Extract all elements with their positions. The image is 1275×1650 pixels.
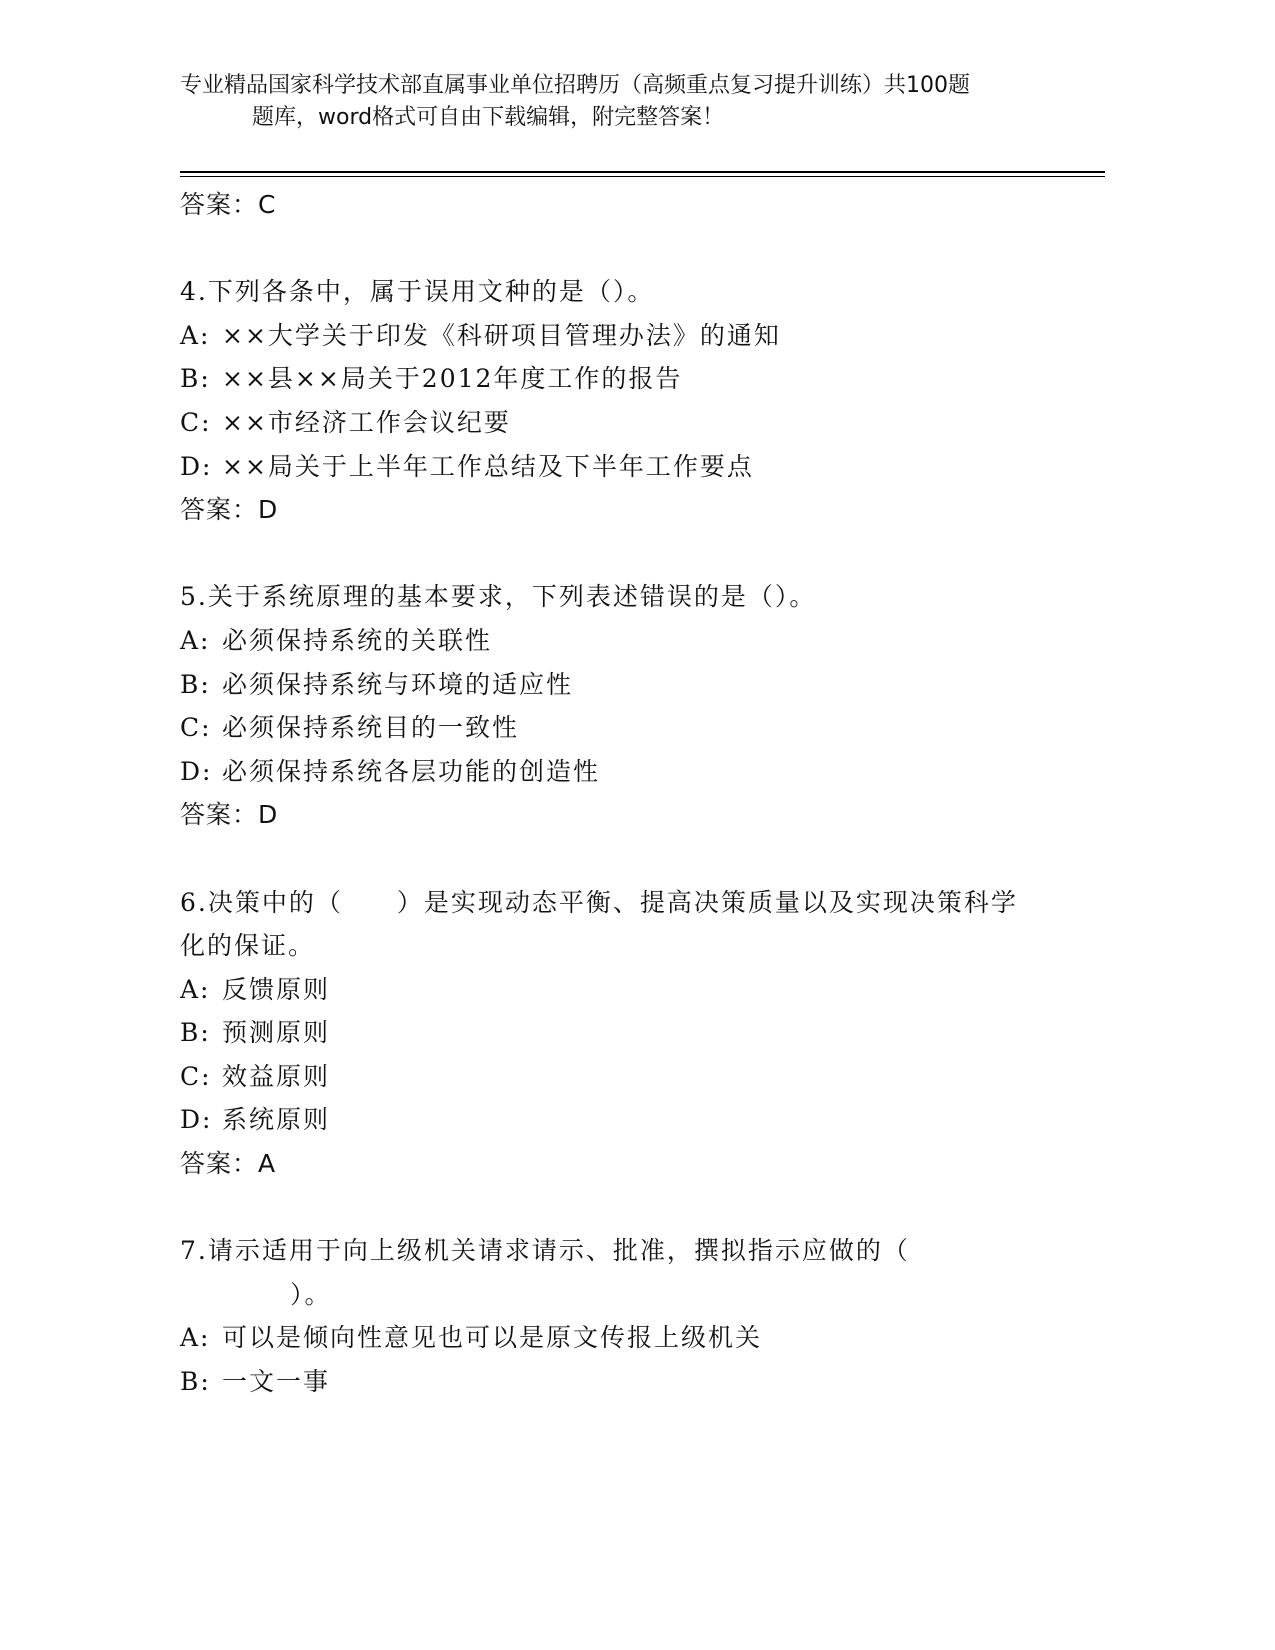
question-7 <box>180 1229 1080 1403</box>
option-b: B: 一文一事 <box>180 1367 331 1397</box>
option-c: C: 效益原则 <box>180 1061 331 1091</box>
question-6 <box>180 881 1080 1186</box>
header-rule-thick <box>180 171 1105 173</box>
header-rule-thin <box>180 176 1105 177</box>
option-c: C: 必须保持系统目的一致性 <box>180 713 520 743</box>
option-a: A: 反馈原则 <box>180 974 331 1004</box>
question-4 <box>180 270 1080 532</box>
option-a: A: ××大学关于印发《科研项目管理办法》的通知 <box>180 320 781 350</box>
option-d: D: 系统原则 <box>180 1105 331 1135</box>
answer-line: 答案：D <box>180 800 279 830</box>
option-c: C: ××市经济工作会议纪要 <box>180 407 511 437</box>
answer-line: 答案：A <box>180 1149 277 1179</box>
spacer <box>180 532 1080 576</box>
header-line-2: 题库，word格式可自由下载编辑，附完整答案！ <box>252 105 725 130</box>
question-stem: 4.下列各条中，属于误用文种的是（）。 <box>180 277 655 307</box>
header-line-1: 专业精品国家科学技术部直属事业单位招聘历（高频重点复习提升训练）共100题 <box>180 73 970 98</box>
question-stem-continuation: ）。 <box>290 1279 332 1309</box>
question-stem: 5.关于系统原理的基本要求，下列表述错误的是（）。 <box>180 582 817 612</box>
option-b: B: 预测原则 <box>180 1018 331 1048</box>
option-d: D: 必须保持系统各层功能的创造性 <box>180 756 601 786</box>
spacer <box>180 837 1080 881</box>
answer-line: 答案：D <box>180 495 279 525</box>
question-stem: 6.决策中的（ ）是实现动态平衡、提高决策质量以及实现决策科学化的保证。 <box>180 887 1018 961</box>
previous-answer: 答案：C <box>180 190 277 219</box>
option-a: A: 可以是倾向性意见也可以是原文传报上级机关 <box>180 1323 763 1353</box>
question-list <box>180 183 1080 1404</box>
document-header <box>180 70 1060 134</box>
previous-answer-value: C <box>258 190 277 219</box>
option-d: D: ××局关于上半年工作总结及下半年工作要点 <box>180 451 754 481</box>
question-stem: 7.请示适用于向上级机关请求请示、批准，撰拟指示应做的（ <box>180 1236 910 1266</box>
option-a: A: 必须保持系统的关联性 <box>180 625 493 655</box>
spacer <box>180 1186 1080 1230</box>
option-b: B: ××县××局关于2012年度工作的报告 <box>180 364 683 394</box>
option-b: B: 必须保持系统与环境的适应性 <box>180 669 574 699</box>
question-5 <box>180 575 1080 837</box>
spacer <box>180 227 1080 271</box>
